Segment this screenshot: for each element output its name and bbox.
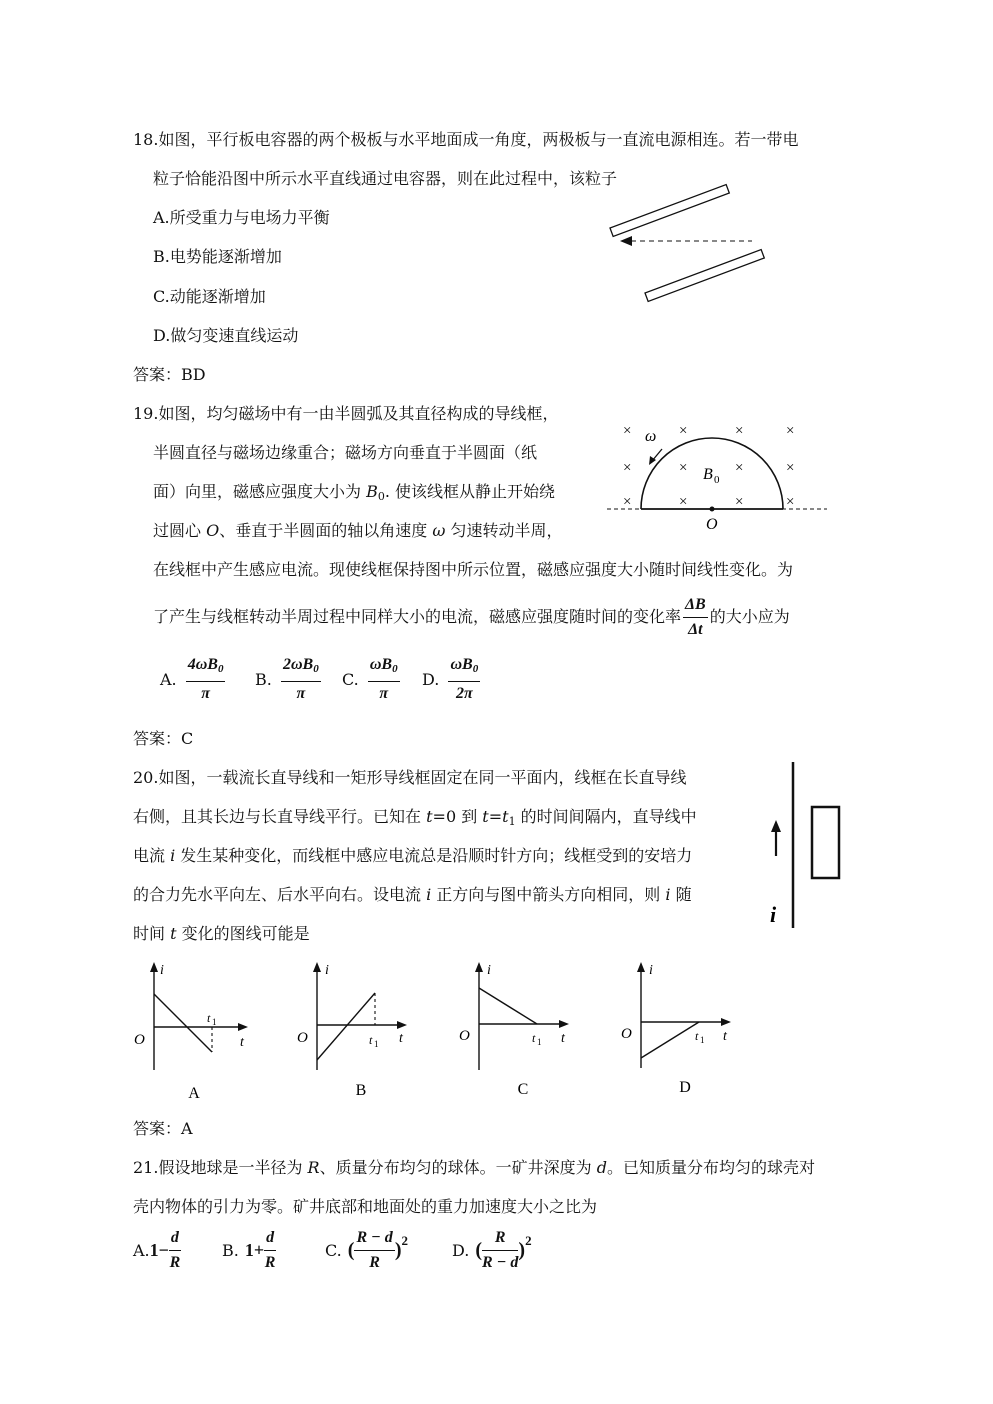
- cross-mark: ×: [786, 423, 795, 439]
- t-axis-label: t: [240, 1035, 244, 1050]
- wire-loop-figure: [760, 760, 850, 935]
- semicircle-figure: [605, 415, 830, 533]
- origin-label: O: [297, 1030, 308, 1046]
- cross-mark: ×: [623, 494, 632, 510]
- cross-mark: ×: [623, 460, 632, 476]
- t1-label: t: [207, 1011, 211, 1025]
- cross-mark: ×: [735, 460, 744, 476]
- graph-d: [617, 960, 747, 1100]
- x-axis-arrow: [397, 1021, 407, 1029]
- q19-line1: 19.如图，均匀磁场中有一由半圆弧及其直径构成的导线框，: [133, 404, 559, 423]
- q20-line4: 的合力先水平向左、后水平向右。设电流 i 正方向与图中箭头方向相同，则 i 随: [133, 885, 692, 904]
- cross-mark: ×: [735, 423, 744, 439]
- origin-label: O: [134, 1032, 145, 1048]
- origin-label: O: [621, 1026, 632, 1042]
- y-axis-arrow: [150, 962, 158, 972]
- current-curve: [154, 994, 212, 1052]
- q19-line3: 面）向里，磁感应强度大小为 $B_0$. 使该线框从静止开始绕: [153, 482, 556, 503]
- capacitor-upper-plate: [610, 185, 729, 237]
- i-axis-label: i: [649, 963, 653, 978]
- q21-option-c: C. ( $\frac{R - d}{R}$ )$^2$: [325, 1229, 408, 1271]
- q18-line1: 18.如图，平行板电容器的两个极板与水平地面成一角度，两极板与一直流电源相连。若一带电: [133, 130, 799, 149]
- q19-line4: 过圆心 O、垂直于半圆面的轴以角速度 ω 匀速转动半周，: [153, 521, 563, 540]
- current-arrow-head: [771, 820, 781, 832]
- graph-letter: D: [679, 1079, 691, 1096]
- q19-option-b: B. $\frac{2\omega B_0}{\pi}$: [255, 656, 319, 702]
- q19-option-c: C. $\frac{\omega B_0}{\pi}$: [342, 656, 398, 702]
- i-axis-label: i: [325, 963, 329, 978]
- omega-label: ω: [645, 428, 657, 445]
- q18-line2: 粒子恰能沿图中所示水平直线通过电容器，则在此过程中，该粒子: [153, 169, 618, 188]
- y-axis-arrow: [637, 962, 645, 972]
- t1-label: t: [369, 1033, 373, 1047]
- field-label: B: [703, 466, 713, 483]
- t1-label-subscript: 1: [700, 1035, 705, 1045]
- q21-line2: 壳内物体的引力为零。矿井底部和地面处的重力加速度大小之比为: [133, 1197, 598, 1216]
- x-axis-arrow: [721, 1018, 731, 1026]
- t1-label: t: [532, 1031, 536, 1045]
- cross-mark: ×: [735, 494, 744, 510]
- current-curve: [317, 993, 375, 1060]
- y-axis-arrow: [475, 962, 483, 972]
- q18-option-d: D.做匀变速直线运动: [153, 326, 299, 345]
- cross-mark: ×: [679, 494, 688, 510]
- q19-answer: 答案：C: [133, 729, 194, 748]
- cross-mark: ×: [786, 460, 795, 476]
- graph-a: [130, 960, 260, 1100]
- graph-b: [293, 960, 423, 1100]
- t-axis-label: t: [561, 1031, 565, 1046]
- field-label-subscript: 0: [714, 474, 720, 486]
- q18-answer: 答案：BD: [133, 365, 206, 384]
- t-axis-label: t: [399, 1031, 403, 1046]
- graph-letter: B: [355, 1082, 367, 1099]
- wire-current-label: i: [770, 902, 777, 927]
- graph-letter: C: [517, 1081, 529, 1098]
- q20-line1: 20.如图，一载流长直导线和一矩形导线框固定在同一平面内，线框在长直导线: [133, 768, 687, 787]
- q18-option-b: B.电势能逐渐增加: [153, 247, 282, 266]
- i-axis-label: i: [160, 963, 164, 978]
- q20-answer: 答案：A: [133, 1119, 193, 1138]
- t1-label-subscript: 1: [212, 1017, 217, 1027]
- x-axis-arrow: [238, 1023, 248, 1031]
- q18-option-c: C.动能逐渐增加: [153, 287, 266, 306]
- rate-fraction: $\frac{\Delta B}{\Delta t}$: [685, 596, 706, 638]
- q20-line5: 时间 t 变化的图线可能是: [133, 924, 310, 943]
- capacitor-figure: [600, 175, 770, 310]
- t1-label-subscript: 1: [537, 1037, 542, 1047]
- graph-letter: A: [188, 1085, 200, 1100]
- cross-mark: ×: [679, 423, 688, 439]
- q21-option-d: D. ( $\frac{R}{R - d}$ )$^2$: [452, 1229, 532, 1271]
- cross-mark: ×: [679, 460, 688, 476]
- y-axis-arrow: [313, 962, 321, 972]
- x-axis-arrow: [559, 1020, 569, 1028]
- i-axis-label: i: [487, 963, 491, 978]
- q21-option-a: A.1− $\frac{d}{R}$: [133, 1229, 181, 1271]
- cross-mark: ×: [623, 423, 632, 439]
- particle-direction-arrow: [620, 236, 632, 246]
- center-label: O: [706, 516, 718, 533]
- t1-label: t: [695, 1029, 699, 1043]
- q18-option-a: A.所受重力与电场力平衡: [153, 208, 330, 227]
- q21-line1: 21.假设地球是一半径为 R、质量分布均匀的球体。一矿井深度为 d。已知质量分布均匀的球壳对: [133, 1158, 815, 1177]
- current-curve: [641, 1022, 699, 1058]
- current-curve: [479, 988, 537, 1024]
- rectangular-loop: [812, 807, 839, 878]
- q19-line6: 了产生与线框转动半周过程中同样大小的电流，磁感应强度随时间的变化率 $\frac{\Delta B}{\Delta t}$ 的大小应为: [153, 596, 790, 638]
- origin-label: O: [459, 1028, 470, 1044]
- graph-c: [455, 960, 585, 1100]
- center-point: [710, 507, 715, 512]
- q20-line3: 电流 i 发生某种变化，而线框中感应电流总是沿顺时针方向；线框受到的安培力: [133, 846, 693, 865]
- t1-label-subscript: 1: [374, 1039, 379, 1049]
- q19-line2: 半圆直径与磁场边缘重合；磁场方向垂直于半圆面（纸: [153, 443, 538, 462]
- q21-option-b: B. 1+ $\frac{d}{R}$: [222, 1229, 276, 1271]
- q19-option-a: A. $\frac{4\omega B_0}{\pi}$: [160, 656, 224, 702]
- q20-line2: 右侧，且其长边与长直导线平行。已知在 t=0 到 $t=t_1$ 的时间间隔内，直导线中: [133, 807, 697, 828]
- q19-option-d: D. $\frac{\omega B_0}{2\pi}$: [422, 656, 479, 702]
- q19-line5: 在线框中产生感应电流。现使线框保持图中所示位置，磁感应强度大小随时间线性变化。为: [153, 560, 794, 579]
- cross-mark: ×: [786, 494, 795, 510]
- capacitor-lower-plate: [645, 250, 764, 302]
- t-axis-label: t: [723, 1029, 727, 1044]
